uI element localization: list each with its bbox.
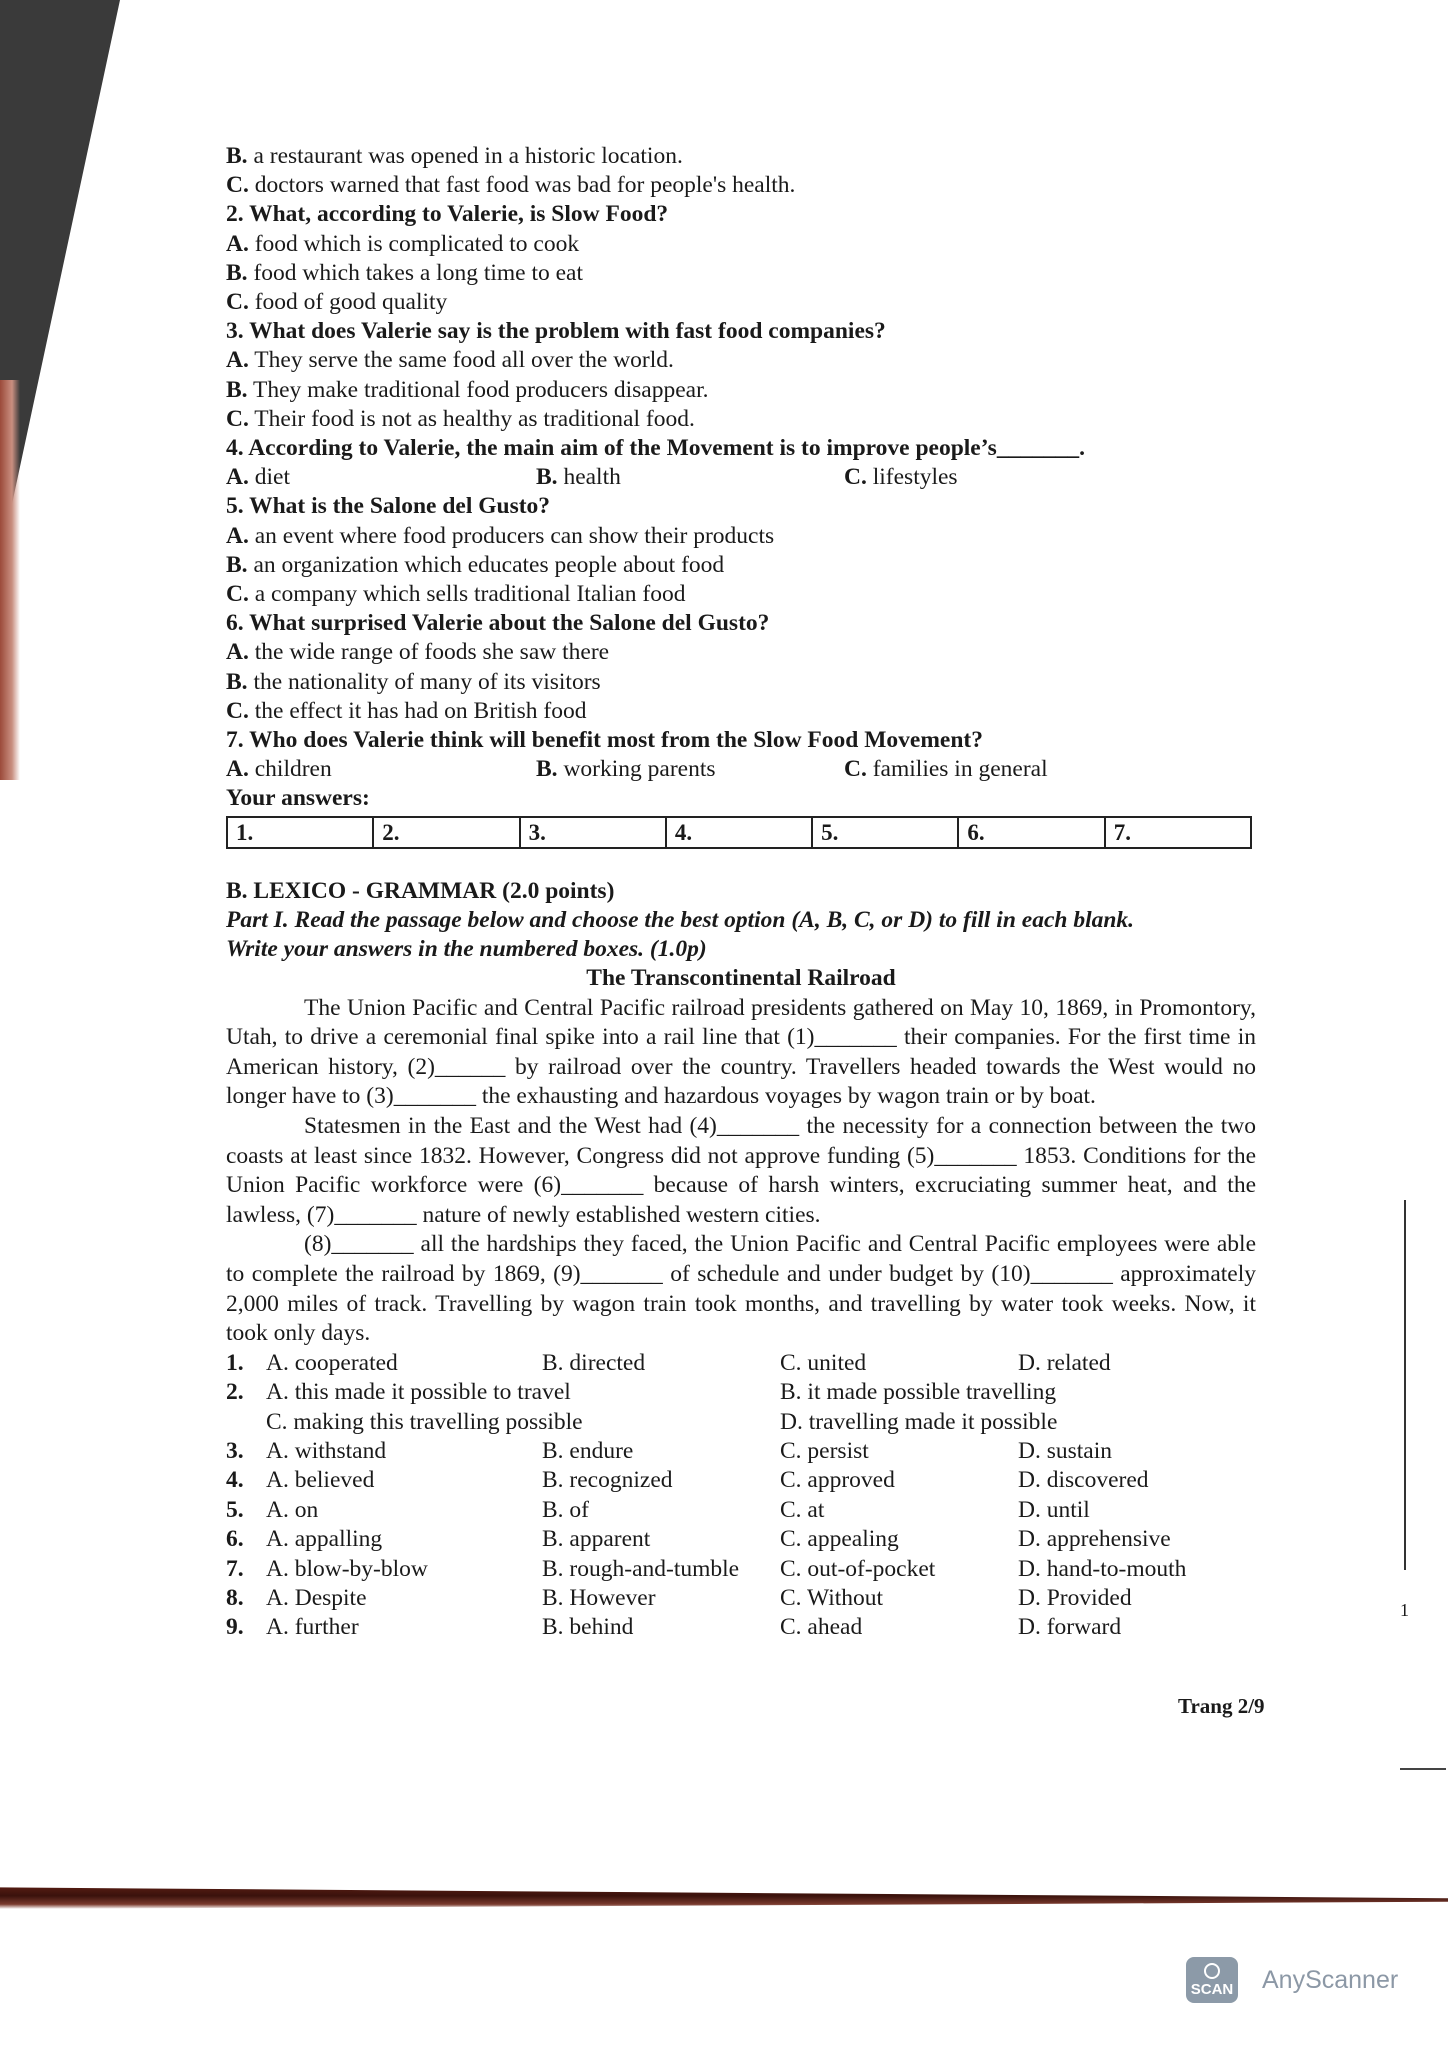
- mcq-row: 3. A. withstand B. endure C. persist D. sustain: [226, 1438, 1112, 1465]
- q3-option-a: A. They serve the same food all over the world.: [226, 347, 674, 374]
- q7-option-c: C. families in general: [844, 756, 1048, 783]
- section-heading: B. LEXICO - GRAMMAR (2.0 points): [226, 877, 615, 904]
- scanner-watermark: AnyScanner: [1262, 1966, 1399, 1994]
- q2-option-a: A. food which is complicated to cook: [226, 230, 580, 257]
- question-2: 2. What, according to Valerie, is Slow Food?: [226, 201, 669, 228]
- question-3: 3. What does Valerie say is the problem with fast food companies?: [226, 318, 886, 345]
- answer-cell[interactable]: 6.: [958, 817, 1104, 848]
- q5-option-a: A. an event where food producers can show their products: [226, 522, 775, 549]
- passage-paragraph-1: The Union Pacific and Central Pacific railroad presidents gathered on May 10, 1869, in Promontory, Utah, to drive a ceremonial final spike into a rail line that (1)_______ their companies. For the first time in American history, (2)______ by railroad over the country. Travellers headed towards the West would no longer have to (3)_______ the exhausting and hazardous voyages by wagon train or by boat.: [226, 994, 1256, 1110]
- q1-option-b: B. a restaurant was opened in a historic location.: [226, 143, 683, 169]
- q4-options: [226, 463, 1256, 492]
- mcq-list: [226, 1437, 1256, 1643]
- q4-option-c: C. lifestyles: [844, 464, 958, 491]
- passage-title: The Transcontinental Railroad: [586, 965, 896, 992]
- document-page: [226, 142, 1256, 1643]
- q1-option-c: C. doctors warned that fast food was bad for people's health.: [226, 172, 796, 199]
- part-instruction: Part I. Read the passage below and choose the best option (A, B, C, or D) to fill in each blank.: [226, 907, 1135, 934]
- answer-cell[interactable]: 7.: [1105, 817, 1251, 848]
- margin-bracket: [1392, 1200, 1406, 1570]
- q6-option-c: C. the effect it has had on British food: [226, 697, 587, 724]
- mcq-row: 4. A. believed B. recognized C. approved D. discovered: [226, 1467, 1149, 1494]
- answer-cell[interactable]: 5.: [812, 817, 958, 848]
- answer-cell[interactable]: 4.: [666, 817, 812, 848]
- q6-option-a: A. the wide range of foods she saw there: [226, 639, 610, 666]
- q7-options: [226, 755, 1256, 784]
- question-7: 7. Who does Valerie think will benefit most from the Slow Food Movement?: [226, 727, 983, 754]
- mcq-row: 9. A. further B. behind C. ahead D. forward: [226, 1614, 1122, 1641]
- margin-mark: 1: [1400, 1600, 1409, 1620]
- q7-option-b: B. working parents: [536, 756, 716, 783]
- page-bottom-edge: [0, 1885, 1448, 1909]
- answer-cell[interactable]: 3.: [520, 817, 666, 848]
- answers-label: Your answers:: [226, 785, 370, 812]
- passage-paragraph-3: (8)_______ all the hardships they faced, the Union Pacific and Central Pacific employees were able to complete the railroad by 1869, (9)_______ of schedule and under budget by (10)_______ approximately 2,000 miles of track. Travelling by wagon train took months, and travelling by water took weeks. Now, it took only days.: [226, 1231, 1256, 1347]
- answer-grid: [226, 816, 1252, 849]
- q3-option-b: B. They make traditional food producers disappear.: [226, 376, 709, 403]
- page-number: Trang 2/9: [1178, 1694, 1265, 1718]
- q3-option-c: C. Their food is not as healthy as traditional food.: [226, 405, 695, 432]
- question-4: 4. According to Valerie, the main aim of the Movement is to improve people’s_______.: [226, 435, 1085, 462]
- mcq-row: 7. A. blow-by-blow B. rough-and-tumble C. out-of-pocket D. hand-to-mouth: [226, 1555, 1187, 1582]
- answer-cell[interactable]: 1.: [227, 817, 373, 848]
- q5-option-c: C. a company which sells traditional Italian food: [226, 581, 686, 608]
- edge-mark: [1400, 1768, 1446, 1770]
- q4-option-b: B. health: [536, 464, 621, 491]
- answer-cell[interactable]: 2.: [373, 817, 519, 848]
- q2-option-b: B. food which takes a long time to eat: [226, 259, 583, 286]
- mcq-row: 8. A. Despite B. However C. Without D. Provided: [226, 1585, 1132, 1612]
- mcq-row: 2. A. this made it possible to travel B. it made possible travelling: [226, 1379, 1057, 1406]
- q2-option-c: C. food of good quality: [226, 289, 448, 316]
- question-6: 6. What surprised Valerie about the Salone del Gusto?: [226, 610, 770, 637]
- q5-option-b: B. an organization which educates people about food: [226, 551, 725, 578]
- mcq-row: 1. A. cooperated B. directed C. united D. related: [226, 1349, 1111, 1376]
- mcq-row: 6. A. appalling B. apparent C. appealing D. apprehensive: [226, 1526, 1171, 1553]
- q7-option-a: A. children: [226, 756, 332, 783]
- mcq-row-cont: C. making this travelling possible D. travelling made it possible: [266, 1408, 1058, 1435]
- q4-option-a: A. diet: [226, 464, 290, 491]
- mcq-row: 5. A. on B. of C. at D. until: [226, 1496, 1090, 1523]
- page-edge-tint: [0, 380, 20, 780]
- question-5: 5. What is the Salone del Gusto?: [226, 493, 551, 520]
- part-instruction-2: Write your answers in the numbered boxes. (1.0p): [226, 936, 707, 963]
- passage-paragraph-2: Statesmen in the East and the West had (4)_______ the necessity for a connection between the two coasts at least since 1832. However, Congress did not approve funding (5)_______ 1853. Conditions for the Union Pacific workforce were (6)_______ because of harsh winters, excruciating summer heat, and the lawless, (7)_______ nature of newly established western cities.: [226, 1113, 1256, 1228]
- scanner-logo-icon: SCAN: [1186, 1957, 1238, 2003]
- q6-option-b: B. the nationality of many of its visitors: [226, 668, 601, 695]
